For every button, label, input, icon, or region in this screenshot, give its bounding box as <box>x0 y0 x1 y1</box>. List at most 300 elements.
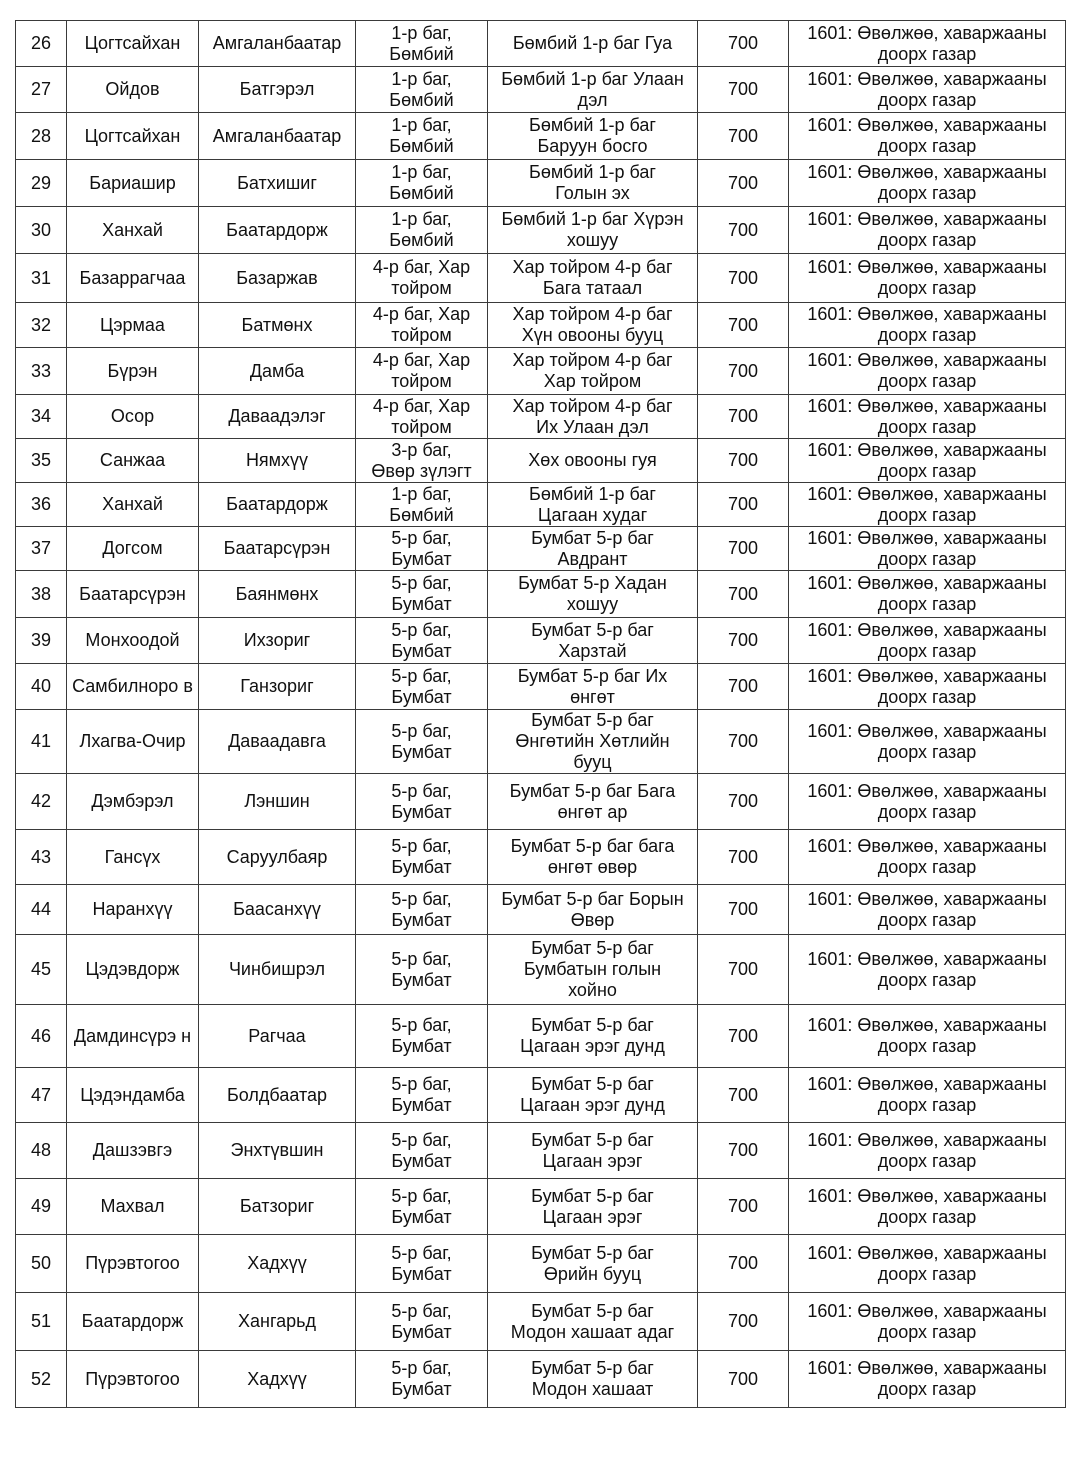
location-cell-line: Голын эх <box>555 183 630 203</box>
land-use-cell <box>789 935 1066 1005</box>
area-cell <box>698 527 789 571</box>
land-use-cell-line: 1601: Өвөлжөө, хаваржааны <box>807 483 1047 504</box>
location-cell-line: Хар тойром 4-р баг <box>512 304 673 324</box>
location-cell-line: Цагаан эрэг <box>542 1206 643 1227</box>
location-cell-line: Цагаан худаг <box>537 504 648 525</box>
bag-cell-line: 5-р баг, <box>391 720 452 741</box>
location-cell-line: Бумбат 5-р баг <box>531 1358 654 1378</box>
area-cell <box>698 303 789 348</box>
area-value: 700 <box>727 1025 759 1046</box>
area-cell <box>698 1293 789 1351</box>
bag-cell-line: 4-р баг, Хар <box>372 257 471 277</box>
row-number-cell: 50 <box>16 1235 67 1293</box>
first-name-cell: Батгэрэл <box>199 67 356 113</box>
bag-cell <box>356 207 488 254</box>
land-use-cell <box>789 254 1066 303</box>
last-name-cell: Лхагва-Очир <box>67 710 199 774</box>
row-number-cell: 35 <box>16 439 67 483</box>
land-use-cell-line: доорх газар <box>877 1379 977 1399</box>
area-value: 700 <box>727 1253 759 1273</box>
area-value: 700 <box>727 630 759 650</box>
table-row <box>16 1293 1066 1351</box>
area-value: 700 <box>727 360 759 381</box>
location-cell <box>488 1005 698 1068</box>
location-cell <box>488 830 698 885</box>
bag-cell-line: 1-р баг, <box>391 115 452 135</box>
bag-cell-line: Бумбат <box>391 594 452 614</box>
last-name-cell: Цэдэвдорж <box>67 935 199 1005</box>
bag-cell <box>356 113 488 160</box>
land-use-cell <box>789 1293 1066 1351</box>
bag-cell-line: Бумбат <box>391 741 452 762</box>
land-use-cell-line: доорх газар <box>877 640 977 661</box>
land-use-cell-line: доорх газар <box>877 1263 977 1284</box>
location-cell-line: бууц <box>573 752 612 772</box>
bag-cell <box>356 483 488 527</box>
bag-cell <box>356 774 488 830</box>
last-name-cell: Монхоодой <box>67 618 199 664</box>
table-row <box>16 774 1066 830</box>
location-cell-line: хошуу <box>566 594 619 614</box>
bag-cell-line: Бөмбий <box>389 183 454 203</box>
land-use-cell-line: доорх газар <box>877 43 977 64</box>
location-cell <box>488 885 698 935</box>
land-use-cell-line: 1601: Өвөлжөө, хаваржааны <box>807 948 1047 969</box>
land-use-cell <box>789 21 1066 67</box>
bag-cell <box>356 67 488 113</box>
bag-cell-line: тойром <box>391 325 452 345</box>
first-name-cell: Амгаланбаатар <box>199 21 356 67</box>
first-name-cell: Баатарсүрэн <box>199 527 356 571</box>
row-number-cell: 37 <box>16 527 67 571</box>
bag-cell <box>356 1123 488 1179</box>
land-use-cell <box>789 1005 1066 1068</box>
last-name-cell: Наранхүү <box>67 885 199 935</box>
last-name-cell: Баатардорж <box>67 1293 199 1351</box>
bag-cell <box>356 395 488 439</box>
table-row <box>16 207 1066 254</box>
bag-cell-line: 1-р баг, <box>391 162 452 182</box>
location-cell-line: Бумбат 5-р баг <box>531 1242 654 1263</box>
row-number-cell: 40 <box>16 664 67 710</box>
bag-cell-line: 5-р баг, <box>391 619 452 640</box>
table-row <box>16 664 1066 710</box>
location-cell-line: өнгөт ар <box>557 801 628 822</box>
table-row <box>16 830 1066 885</box>
location-cell <box>488 483 698 527</box>
row-number-cell: 32 <box>16 303 67 348</box>
location-cell-line: Баруун босго <box>537 136 648 156</box>
location-cell-line: Бумбат 5-р баг бага <box>510 836 675 856</box>
location-cell-line: Бумбат 5-р баг <box>531 527 654 548</box>
bag-cell <box>356 21 488 67</box>
land-use-cell-line: 1601: Өвөлжөө, хаваржааны <box>807 22 1047 43</box>
area-cell <box>698 710 789 774</box>
land-use-cell <box>789 1235 1066 1293</box>
row-number-cell: 51 <box>16 1293 67 1351</box>
first-name-cell: Хадхүү <box>199 1351 356 1408</box>
bag-cell <box>356 1351 488 1408</box>
table-row <box>16 348 1066 395</box>
table-row <box>16 1068 1066 1123</box>
row-number-cell: 48 <box>16 1123 67 1179</box>
land-use-cell-line: доорх газар <box>877 371 977 391</box>
bag-cell-line: Бумбат <box>391 1263 452 1284</box>
bag-cell-line: 4-р баг, Хар <box>372 350 471 370</box>
bag-cell-line: 5-р баг, <box>391 1185 452 1206</box>
location-cell-line: Харзтай <box>558 640 627 661</box>
land-use-cell-line: 1601: Өвөлжөө, хаваржааны <box>807 527 1047 548</box>
area-cell <box>698 439 789 483</box>
bag-cell <box>356 527 488 571</box>
first-name-cell: Ихзориг <box>199 618 356 664</box>
area-cell <box>698 1179 789 1235</box>
first-name-cell: Батхишиг <box>199 160 356 207</box>
land-use-cell-line: 1601: Өвөлжөө, хаваржааны <box>807 395 1047 416</box>
bag-cell-line: 5-р баг, <box>391 948 452 969</box>
table-row <box>16 618 1066 664</box>
bag-cell-line: 5-р баг, <box>391 1015 452 1035</box>
land-use-cell-line: 1601: Өвөлжөө, хаваржааны <box>807 573 1047 593</box>
location-cell <box>488 395 698 439</box>
first-name-cell: Лэншин <box>199 774 356 830</box>
location-cell <box>488 774 698 830</box>
location-cell-line: Цагаан эрэг <box>542 1150 643 1171</box>
area-cell <box>698 571 789 618</box>
area-value: 700 <box>727 1084 759 1105</box>
row-number-cell: 38 <box>16 571 67 618</box>
location-cell-line: Бумбат 5-р Хадан <box>518 573 667 593</box>
bag-cell-line: Өвөр зүлэгт <box>371 460 472 481</box>
land-use-cell-line: доорх газар <box>877 416 977 437</box>
first-name-cell: Даваадавга <box>199 710 356 774</box>
bag-cell <box>356 885 488 935</box>
area-value: 700 <box>727 406 759 426</box>
location-cell <box>488 439 698 483</box>
last-name-cell: Гансүх <box>67 830 199 885</box>
land-use-cell-line: 1601: Өвөлжөө, хаваржааны <box>807 350 1047 370</box>
location-cell <box>488 1351 698 1408</box>
table-body <box>16 21 1066 1408</box>
land-use-cell-line: 1601: Өвөлжөө, хаваржааны <box>807 68 1047 89</box>
land-use-cell-line: доорх газар <box>877 1150 977 1171</box>
land-use-cell-line: доорх газар <box>877 230 977 250</box>
bag-cell-line: 5-р баг, <box>391 1129 452 1150</box>
land-use-cell-line: доорх газар <box>877 136 977 156</box>
land-use-cell <box>789 527 1066 571</box>
location-cell-line: Бумбат 5-р баг <box>531 710 654 730</box>
row-number-cell: 43 <box>16 830 67 885</box>
last-name-cell: Дашзэвгэ <box>67 1123 199 1179</box>
location-cell <box>488 664 698 710</box>
location-cell-line: Өвөр <box>570 909 615 930</box>
land-use-cell-line: 1601: Өвөлжөө, хаваржааны <box>807 304 1047 324</box>
location-cell-line: Модон хашаат адаг <box>510 1321 675 1342</box>
first-name-cell: Болдбаатар <box>199 1068 356 1123</box>
last-name-cell: Базаррагчаа <box>67 254 199 303</box>
area-cell <box>698 1005 789 1068</box>
row-number-cell: 27 <box>16 67 67 113</box>
location-cell <box>488 21 698 67</box>
location-cell-line: Бага татаал <box>542 278 643 298</box>
land-use-cell <box>789 160 1066 207</box>
area-cell <box>698 935 789 1005</box>
location-cell-line: Бөмбий 1-р баг <box>529 483 656 504</box>
table-row <box>16 571 1066 618</box>
bag-cell <box>356 348 488 395</box>
land-use-cell-line: 1601: Өвөлжөө, хаваржааны <box>807 209 1047 229</box>
land-use-cell <box>789 571 1066 618</box>
area-cell <box>698 774 789 830</box>
bag-cell-line: Бумбат <box>391 909 452 930</box>
location-cell-line: Бумбат 5-р баг Борын <box>501 888 684 909</box>
last-name-cell: Ханхай <box>67 207 199 254</box>
land-use-cell <box>789 710 1066 774</box>
bag-cell <box>356 1235 488 1293</box>
bag-cell-line: 5-р баг, <box>391 1300 452 1321</box>
first-name-cell: Дамба <box>199 348 356 395</box>
area-cell <box>698 1235 789 1293</box>
first-name-cell: Баатардорж <box>199 207 356 254</box>
bag-cell-line: 5-р баг, <box>391 1242 452 1263</box>
land-use-cell-line: доорх газар <box>877 1321 977 1342</box>
land-use-cell <box>789 113 1066 160</box>
last-name-cell: Самбилноро в <box>67 664 199 710</box>
area-value: 700 <box>727 1311 759 1331</box>
area-cell <box>698 1123 789 1179</box>
area-cell <box>698 664 789 710</box>
bag-cell-line: 3-р баг, <box>391 439 452 460</box>
last-name-cell: Цэдэндамба <box>67 1068 199 1123</box>
land-use-cell <box>789 348 1066 395</box>
first-name-cell: Саруулбаяр <box>199 830 356 885</box>
bag-cell-line: Бумбат <box>391 1095 452 1115</box>
land-use-cell-line: 1601: Өвөлжөө, хаваржааны <box>807 439 1047 460</box>
area-value: 700 <box>727 538 759 558</box>
first-name-cell: Чинбишрэл <box>199 935 356 1005</box>
area-cell <box>698 21 789 67</box>
area-value: 700 <box>727 267 759 288</box>
row-number-cell: 44 <box>16 885 67 935</box>
area-cell <box>698 67 789 113</box>
last-name-cell: Ханхай <box>67 483 199 527</box>
location-cell-line: хошуу <box>566 230 619 250</box>
location-cell <box>488 113 698 160</box>
bag-cell <box>356 710 488 774</box>
area-value: 700 <box>727 219 759 240</box>
area-value: 700 <box>727 676 759 696</box>
area-cell <box>698 160 789 207</box>
land-use-cell-line: доорх газар <box>877 1095 977 1115</box>
table-row <box>16 1123 1066 1179</box>
area-value: 700 <box>727 1140 759 1160</box>
area-value: 700 <box>727 1196 759 1216</box>
location-cell <box>488 67 698 113</box>
area-value: 700 <box>727 731 759 751</box>
bag-cell-line: Бумбат <box>391 1379 452 1399</box>
bag-cell-line: Бөмбий <box>389 43 454 64</box>
bag-cell-line: тойром <box>391 278 452 298</box>
bag-cell-line: Бумбат <box>391 686 452 707</box>
land-allocation-table <box>15 20 1066 1408</box>
bag-cell-line: Бумбат <box>391 969 452 990</box>
location-cell <box>488 1235 698 1293</box>
land-use-cell-line: 1601: Өвөлжөө, хаваржааны <box>807 162 1047 182</box>
last-name-cell: Ойдов <box>67 67 199 113</box>
bag-cell-line: 5-р баг, <box>391 888 452 909</box>
row-number-cell: 33 <box>16 348 67 395</box>
area-value: 700 <box>727 583 759 604</box>
table-row <box>16 483 1066 527</box>
location-cell-line: Бумбат 5-р баг Бага <box>509 780 676 801</box>
bag-cell-line: 4-р баг, Хар <box>372 395 471 416</box>
location-cell-line: Бумбат 5-р баг <box>531 1300 654 1321</box>
first-name-cell: Нямхүү <box>199 439 356 483</box>
first-name-cell: Хадхүү <box>199 1235 356 1293</box>
location-cell-line: Бөмбий 1-р баг Улаан <box>501 68 684 89</box>
land-use-cell <box>789 1068 1066 1123</box>
bag-cell-line: Бумбат <box>391 1036 452 1056</box>
row-number-cell: 29 <box>16 160 67 207</box>
last-name-cell: Осор <box>67 395 199 439</box>
bag-cell <box>356 1005 488 1068</box>
bag-cell-line: тойром <box>391 416 452 437</box>
bag-cell <box>356 1179 488 1235</box>
land-use-cell-line: доорх газар <box>877 969 977 990</box>
location-cell <box>488 1293 698 1351</box>
bag-cell-line: Бумбат <box>391 801 452 822</box>
row-number-cell: 34 <box>16 395 67 439</box>
first-name-cell: Хангарьд <box>199 1293 356 1351</box>
bag-cell <box>356 160 488 207</box>
bag-cell-line: 1-р баг, <box>391 22 452 43</box>
land-use-cell-line: доорх газар <box>877 89 977 110</box>
location-cell-line: Бөмбий 1-р баг <box>529 162 656 182</box>
row-number-cell: 52 <box>16 1351 67 1408</box>
location-cell-line: Хөх овооны гуя <box>528 450 657 470</box>
land-use-cell-line: 1601: Өвөлжөө, хаваржааны <box>807 1074 1047 1094</box>
land-use-cell <box>789 1123 1066 1179</box>
area-value: 700 <box>727 899 759 919</box>
last-name-cell: Дэмбэрэл <box>67 774 199 830</box>
location-cell-line: өнгөт <box>570 686 615 707</box>
location-cell <box>488 618 698 664</box>
location-cell-line: Бөмбий 1-р баг Хүрэн <box>501 209 684 229</box>
row-number-cell: 30 <box>16 207 67 254</box>
bag-cell-line: Бумбат <box>391 548 452 569</box>
location-cell-line: Бумбат 5-р баг Их <box>517 665 668 686</box>
bag-cell <box>356 935 488 1005</box>
row-number-cell: 46 <box>16 1005 67 1068</box>
bag-cell-line: 1-р баг, <box>391 68 452 89</box>
area-cell <box>698 830 789 885</box>
land-use-cell-line: доорх газар <box>877 183 977 203</box>
land-use-cell-line: 1601: Өвөлжөө, хаваржааны <box>807 115 1047 135</box>
land-use-cell-line: доорх газар <box>877 325 977 345</box>
first-name-cell: Баатардорж <box>199 483 356 527</box>
bag-cell-line: Бөмбий <box>389 89 454 110</box>
bag-cell-line: Бумбат <box>391 1321 452 1342</box>
location-cell-line: Өнгөтийн Хөтлийн <box>515 731 670 751</box>
bag-cell-line: 5-р баг, <box>391 527 452 548</box>
area-value: 700 <box>727 494 759 514</box>
last-name-cell: Баатарсүрэн <box>67 571 199 618</box>
location-cell-line: өнгөт өвөр <box>547 857 638 877</box>
table-row <box>16 1005 1066 1068</box>
first-name-cell: Энхтүвшин <box>199 1123 356 1179</box>
first-name-cell: Рагчаа <box>199 1005 356 1068</box>
row-number-cell: 45 <box>16 935 67 1005</box>
land-use-cell-line: доорх газар <box>877 278 977 298</box>
last-name-cell: Пүрэвтогоо <box>67 1351 199 1408</box>
area-value: 700 <box>727 125 759 146</box>
bag-cell <box>356 571 488 618</box>
row-number-cell: 49 <box>16 1179 67 1235</box>
last-name-cell: Цогтсайхан <box>67 21 199 67</box>
row-number-cell: 31 <box>16 254 67 303</box>
area-value: 700 <box>727 33 759 53</box>
land-use-cell <box>789 207 1066 254</box>
bag-cell-line: Бумбат <box>391 640 452 661</box>
last-name-cell: Цэрмаа <box>67 303 199 348</box>
row-number-cell: 42 <box>16 774 67 830</box>
bag-cell <box>356 254 488 303</box>
first-name-cell: Базаржав <box>199 254 356 303</box>
area-cell <box>698 1068 789 1123</box>
location-cell-line: Хар тойром 4-р баг <box>512 395 673 416</box>
location-cell-line: Их Улаан дэл <box>536 416 649 437</box>
land-use-cell <box>789 618 1066 664</box>
row-number-cell: 41 <box>16 710 67 774</box>
bag-cell <box>356 439 488 483</box>
land-use-cell <box>789 67 1066 113</box>
area-cell <box>698 483 789 527</box>
land-use-cell-line: доорх газар <box>877 460 977 481</box>
first-name-cell: Батмөнх <box>199 303 356 348</box>
location-cell <box>488 935 698 1005</box>
land-use-cell-line: 1601: Өвөлжөө, хаваржааны <box>807 780 1047 801</box>
bag-cell-line: тойром <box>391 371 452 391</box>
location-cell-line: Бөмбий 1-р баг Гуа <box>512 33 673 53</box>
land-use-cell-line: 1601: Өвөлжөө, хаваржааны <box>807 836 1047 856</box>
land-use-cell <box>789 439 1066 483</box>
table-row <box>16 1351 1066 1408</box>
location-cell-line: Бумбатын голын <box>523 959 662 979</box>
land-use-cell <box>789 664 1066 710</box>
land-use-cell <box>789 1179 1066 1235</box>
bag-cell-line: 4-р баг, Хар <box>372 304 471 324</box>
land-use-cell-line: 1601: Өвөлжөө, хаваржааны <box>807 619 1047 640</box>
location-cell <box>488 348 698 395</box>
location-cell-line: Хар тойром <box>543 371 642 391</box>
location-cell <box>488 571 698 618</box>
table-row <box>16 395 1066 439</box>
land-use-cell-line: 1601: Өвөлжөө, хаваржааны <box>807 1185 1047 1206</box>
area-value: 700 <box>727 172 759 193</box>
bag-cell-line: 5-р баг, <box>391 1358 452 1378</box>
location-cell <box>488 254 698 303</box>
bag-cell-line: Бөмбий <box>389 136 454 156</box>
location-cell-line: Бумбат 5-р баг <box>531 619 654 640</box>
table-row <box>16 439 1066 483</box>
land-use-cell-line: доорх газар <box>877 1206 977 1227</box>
area-cell <box>698 254 789 303</box>
land-use-cell-line: доорх газар <box>877 1036 977 1056</box>
bag-cell-line: 5-р баг, <box>391 836 452 856</box>
table-row <box>16 113 1066 160</box>
location-cell-line: Хар тойром 4-р баг <box>512 257 673 277</box>
first-name-cell: Батзориг <box>199 1179 356 1235</box>
